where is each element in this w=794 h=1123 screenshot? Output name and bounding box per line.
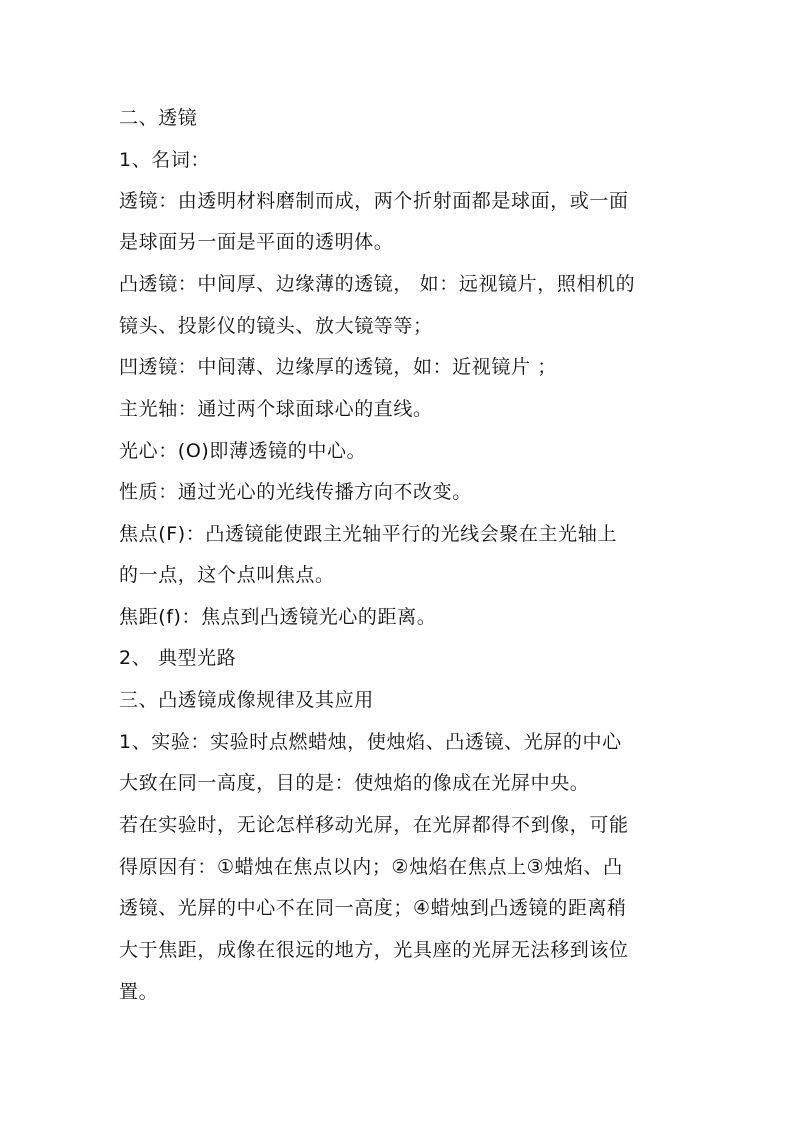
optical-center-definition: 光心：(O)即薄透镜的中心。 [119, 440, 367, 462]
focus-definition-line-1: 焦点(F)：凸透镜能使跟主光轴平行的光线会聚在主光轴上 [119, 523, 617, 545]
experiment-line-2: 大致在同一高度，目的是：使烛焰的像成在光屏中央。 [119, 772, 590, 794]
focal-length-definition: 焦距(f)：焦点到凸透镜光心的距离。 [119, 606, 437, 628]
troubleshooting-line-4: 大于焦距，成像在很远的地方，光具座的光屏无法移到该位 [119, 939, 629, 961]
principal-axis-definition: 主光轴：通过两个球面球心的直线。 [119, 398, 433, 420]
troubleshooting-line-5: 置。 [119, 981, 159, 1003]
section-heading-lens: 二、透镜 [119, 107, 198, 129]
convex-lens-definition-line-2: 镜头、投影仪的镜头、放大镜等等； [119, 315, 433, 337]
concave-lens-definition: 凹透镜：中间薄、边缘厚的透镜，如：近视镜片 ； [119, 356, 557, 378]
subheading-terms: 1、名词： [119, 149, 211, 171]
optical-center-property: 性质：通过光心的光线传播方向不改变。 [119, 481, 472, 503]
troubleshooting-line-1: 若在实验时，无论怎样移动光屏，在光屏都得不到像，可能 [119, 814, 629, 836]
experiment-line-1: 1、实验：实验时点燃蜡烛，使烛焰、凸透镜、光屏的中心 [119, 731, 622, 753]
troubleshooting-line-2: 得原因有：①蜡烛在焦点以内；②烛焰在焦点上③烛焰、凸 [119, 856, 623, 878]
lens-definition-line-2: 是球面另一面是平面的透明体。 [119, 231, 394, 253]
troubleshooting-line-3: 透镜、光屏的中心不在同一高度；④蜡烛到凸透镜的距离稍 [119, 897, 627, 919]
convex-lens-definition-line-1: 凸透镜：中间厚、边缘薄的透镜， 如：远视镜片，照相机的 [119, 273, 636, 295]
section-heading-convex-imaging: 三、凸透镜成像规律及其应用 [119, 689, 374, 711]
focus-definition-line-2: 的一点，这个点叫焦点。 [119, 564, 335, 586]
lens-definition-line-1: 透镜：由透明材料磨制而成，两个折射面都是球面，或一面 [119, 190, 629, 212]
subheading-typical-light-paths: 2、 典型光路 [119, 647, 237, 669]
